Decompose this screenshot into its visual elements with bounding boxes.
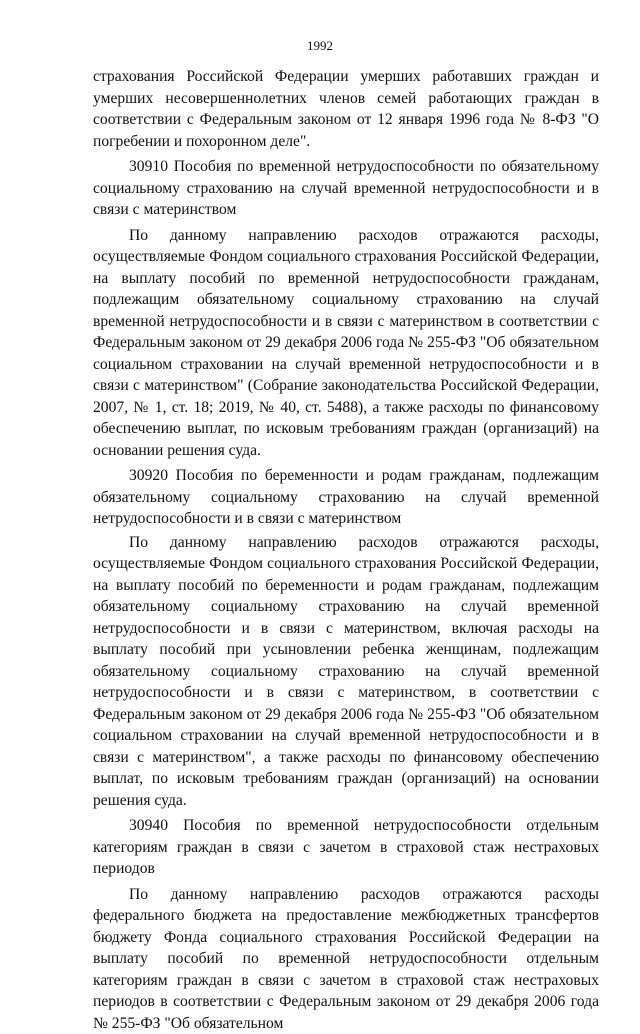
heading-30920: 30920 Пособия по беременности и родам гражданам, подлежащим обязательному социальному страхованию на случай временной нетрудоспособности и в связи с материнством [93, 465, 599, 530]
paragraph-intro-continuation: страхования Российской Федерации умерших работавших граждан и умерших несовершеннолетних членов семей работающих граждан в соответствии с Федеральным законом от 12 января 1996 года № 8-ФЗ "О погребении и похоронном деле". [93, 66, 599, 152]
heading-30910: 30910 Пособия по временной нетрудоспособности по обязательному социальному страхованию на случай временной нетрудоспособности и в связи с материнством [93, 156, 599, 221]
paragraph-30910-description: По данному направлению расходов отражаются расходы, осуществляемые Фондом социального страхования Российской Федерации, на выплату пособий по временной нетрудоспособности гражданам, подлежащим обязательному социальному страхованию на случай временной нетрудоспособности и в связи с материнством в соответствии с Федеральным законом от 29 декабря 2006 года № 255-ФЗ "Об обязательном социальном страховании на случай временной нетрудоспособности и в связи с материнством" (Собрание законодательства Российской Федерации, 2007, № 1, ст. 18; 2019, № 40, ст. 5488), а также расходы по финансовому обеспечению выплат, по исковым требованиям граждан (организаций) на основании решения суда. [93, 225, 599, 462]
page-number: 1992 [0, 38, 640, 54]
paragraph-30920-description: По данному направлению расходов отражаются расходы, осуществляемые Фондом социального страхования Российской Федерации, на выплату пособий по беременности и родам гражданам, подлежащим обязательному социальному страхованию на случай временной нетрудоспособности и в связи с материнством, включая расходы на выплату пособий при усыновлении ребенка женщинам, подлежащим обязательному социальному страхованию на случай временной нетрудоспособности и в связи с материнством, в соответствии с Федеральным законом от 29 декабря 2006 года № 255-ФЗ "Об обязательном социальном страховании на случай временной нетрудоспособности и в связи с материнством", а также расходы по финансовому обеспечению выплат, по исковым требованиям граждан (организаций) на основании решения суда. [93, 532, 599, 812]
body-text [93, 66, 599, 1034]
heading-30940: 30940 Пособия по временной нетрудоспособности отдельным категориям граждан в связи с зачетом в страховой стаж нестраховых периодов [93, 815, 599, 880]
paragraph-30940-description: По данному направлению расходов отражаются расходы федерального бюджета на предоставление межбюджетных трансфертов бюджету Фонда социального страхования Российской Федерации на выплату пособий по временной нетрудоспособности отдельным категориям граждан в связи с зачетом в страховой стаж нестраховых периодов в соответствии с Федеральным законом от 29 декабря 2006 года № 255-ФЗ "Об обязательном [93, 884, 599, 1034]
